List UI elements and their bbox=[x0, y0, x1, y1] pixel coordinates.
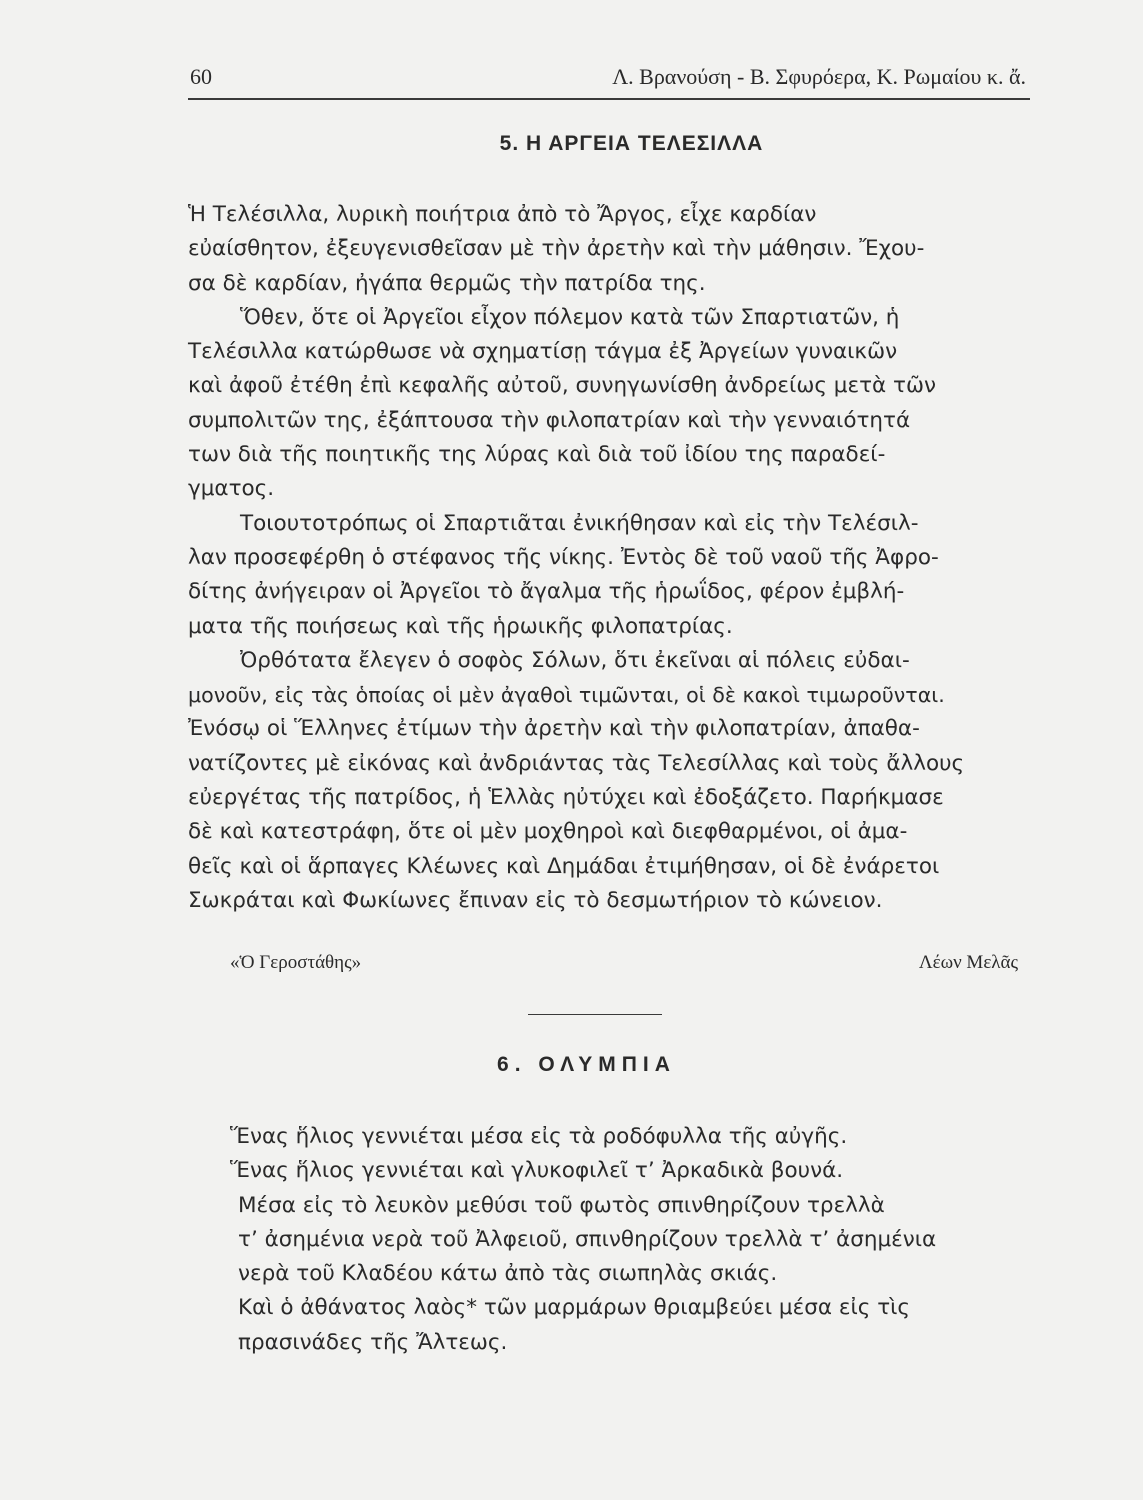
text-line: ματα τῆς ποιήσεως καὶ τῆς ἡρωικῆς φιλοπατρίας. bbox=[188, 613, 733, 639]
running-head: Λ. Βρανούση - Β. Σφυρόερα, Κ. Ρωμαίου κ. ἄ. bbox=[612, 64, 1026, 89]
text-line: Σωκράται καὶ Φωκίωνες ἔπιναν εἰς τὸ δεσμωτήριον τὸ κώνειον. bbox=[188, 887, 883, 913]
text-line: συμπολιτῶν της, ἐξάπτουσα τὴν φιλοπατρίαν καὶ τὴν γενναιότητά bbox=[188, 407, 911, 433]
paragraph bbox=[188, 198, 1034, 301]
text-line: γματος. bbox=[188, 476, 275, 502]
text-line: Ὀρθότατα ἔλεγεν ὁ σοφὸς Σόλων, ὅτι ἐκεῖναι αἱ πόλεις εὐδαι- bbox=[240, 647, 910, 673]
poem-line: Καὶ ὁ ἀθάνατος λαὸς* τῶν μαρμάρων θριαμβεύει μέσα εἰς τὶς bbox=[238, 1295, 911, 1321]
telesilla-text bbox=[188, 198, 1034, 918]
text-line: των διὰ τῆς ποιητικῆς της λύρας καὶ διὰ τοῦ ἰδίου της παραδεί- bbox=[188, 442, 886, 468]
text-line: εὐεργέτας τῆς πατρίδος, ἡ Ἑλλὰς ηὐτύχει καὶ ἐδοξάζετο. Παρήκμασε bbox=[188, 785, 944, 811]
text-line: Ἡ Τελέσιλλα, λυρικὴ ποιήτρια ἀπὸ τὸ Ἄργος, εἶχε καρδίαν bbox=[188, 202, 817, 227]
source-title: «Ὁ Γεροστάθης» bbox=[230, 952, 362, 973]
olympia-poem bbox=[230, 1120, 1038, 1360]
text-line: δίτης ἀνήγειραν οἱ Ἀργεῖοι τὸ ἄγαλμα τῆς ἡρωΐδος, φέρον ἐμβλή- bbox=[188, 579, 905, 605]
paragraph bbox=[188, 507, 1034, 644]
poem-line: νερὰ τοῦ Κλαδέου κάτω ἀπὸ τὰς σιωπηλὰς σκιάς. bbox=[238, 1261, 778, 1287]
text-line: Τοιουτοτρόπως οἱ Σπαρτιᾶται ἐνικήθησαν καὶ εἰς τὴν Τελέσιλ- bbox=[240, 510, 919, 536]
text-line: δὲ καὶ κατεστράφη, ὅτε οἱ μὲν μοχθηροὶ καὶ διεφθαρμένοι, οἱ ἀμα- bbox=[188, 819, 908, 845]
text-line: Τελέσιλλα κατώρθωσε νὰ σχηματίσῃ τάγμα ἐξ Ἀργείων γυναικῶν bbox=[188, 339, 898, 365]
poem-line: τ’ ἀσημένια νερὰ τοῦ Ἀλφειοῦ, σπινθηρίζουν τρελλὰ τ’ ἀσημένια bbox=[238, 1226, 937, 1252]
page-header bbox=[188, 60, 1030, 100]
text-line: λαν προσεφέρθη ὁ στέφανος τῆς νίκης. Ἐντὸς δὲ τοῦ ναοῦ τῆς Ἀφρο- bbox=[188, 544, 939, 570]
text-line: καὶ ἀφοῦ ἐτέθη ἐπὶ κεφαλῆς αὐτοῦ, συνηγωνίσθη ἀνδρείως μετὰ τῶν bbox=[188, 373, 936, 399]
poem-line: Ἕνας ἥλιος γεννιέται μέσα εἰς τὰ ροδόφυλλα τῆς αὐγῆς. bbox=[230, 1124, 848, 1149]
paragraph bbox=[188, 301, 1034, 507]
poem-line: πρασινάδες τῆς Ἄλτεως. bbox=[238, 1329, 508, 1355]
poem-line: Ἕνας ἥλιος γεννιέται καὶ γλυκοφιλεῖ τ’ Ἀρκαδικὰ βουνά. bbox=[230, 1158, 844, 1184]
text-line: μονοῦν, εἰς τὰς ὁποίας οἱ μὲν ἀγαθοὶ τιμῶνται, οἱ δὲ κακοὶ τιμωροῦνται. bbox=[188, 683, 945, 708]
section-title-olympia: 6. ΟΛΥΜΠΙΑ bbox=[497, 1053, 676, 1076]
text-line: θεῖς καὶ οἱ ἅρπαγες Κλέωνες καὶ Δημάδαι ἐτιμήθησαν, οἱ δὲ ἐνάρετοι bbox=[188, 853, 940, 879]
poem-line: Μέσα εἰς τὸ λευκὸν μεθύσι τοῦ φωτὸς σπινθηρίζουν τρελλὰ bbox=[238, 1192, 885, 1218]
page-number: 60 bbox=[190, 64, 212, 89]
author-name: Λέων Μελᾶς bbox=[918, 952, 1018, 973]
paragraph bbox=[188, 644, 1034, 918]
text-line: σα δὲ καρδίαν, ἠγάπα θερμῶς τὴν πατρίδα της. bbox=[188, 270, 706, 296]
section-divider bbox=[528, 1014, 662, 1015]
section-title-telesilla: 5. Η ΑΡΓΕΙΑ ΤΕΛΕΣΙΛΛΑ bbox=[499, 132, 764, 155]
text-line: εὐαίσθητον, ἐξευγενισθεῖσαν μὲ τὴν ἀρετὴν καὶ τὴν μάθησιν. Ἔχου- bbox=[188, 236, 925, 262]
text-line: Ἐνόσῳ οἱ Ἕλληνες ἐτίμων τὴν ἀρετὴν καὶ τὴν φιλοπατρίαν, ἀπαθα- bbox=[188, 716, 920, 742]
text-line: νατίζοντες μὲ εἰκόνας καὶ ἀνδριάντας τὰς Τελεσίλλας καὶ τοὺς ἄλλους bbox=[188, 750, 965, 776]
text-line: Ὅθεν, ὅτε οἱ Ἀργεῖοι εἶχον πόλεμον κατὰ τῶν Σπαρτιατῶν, ἡ bbox=[240, 304, 900, 330]
